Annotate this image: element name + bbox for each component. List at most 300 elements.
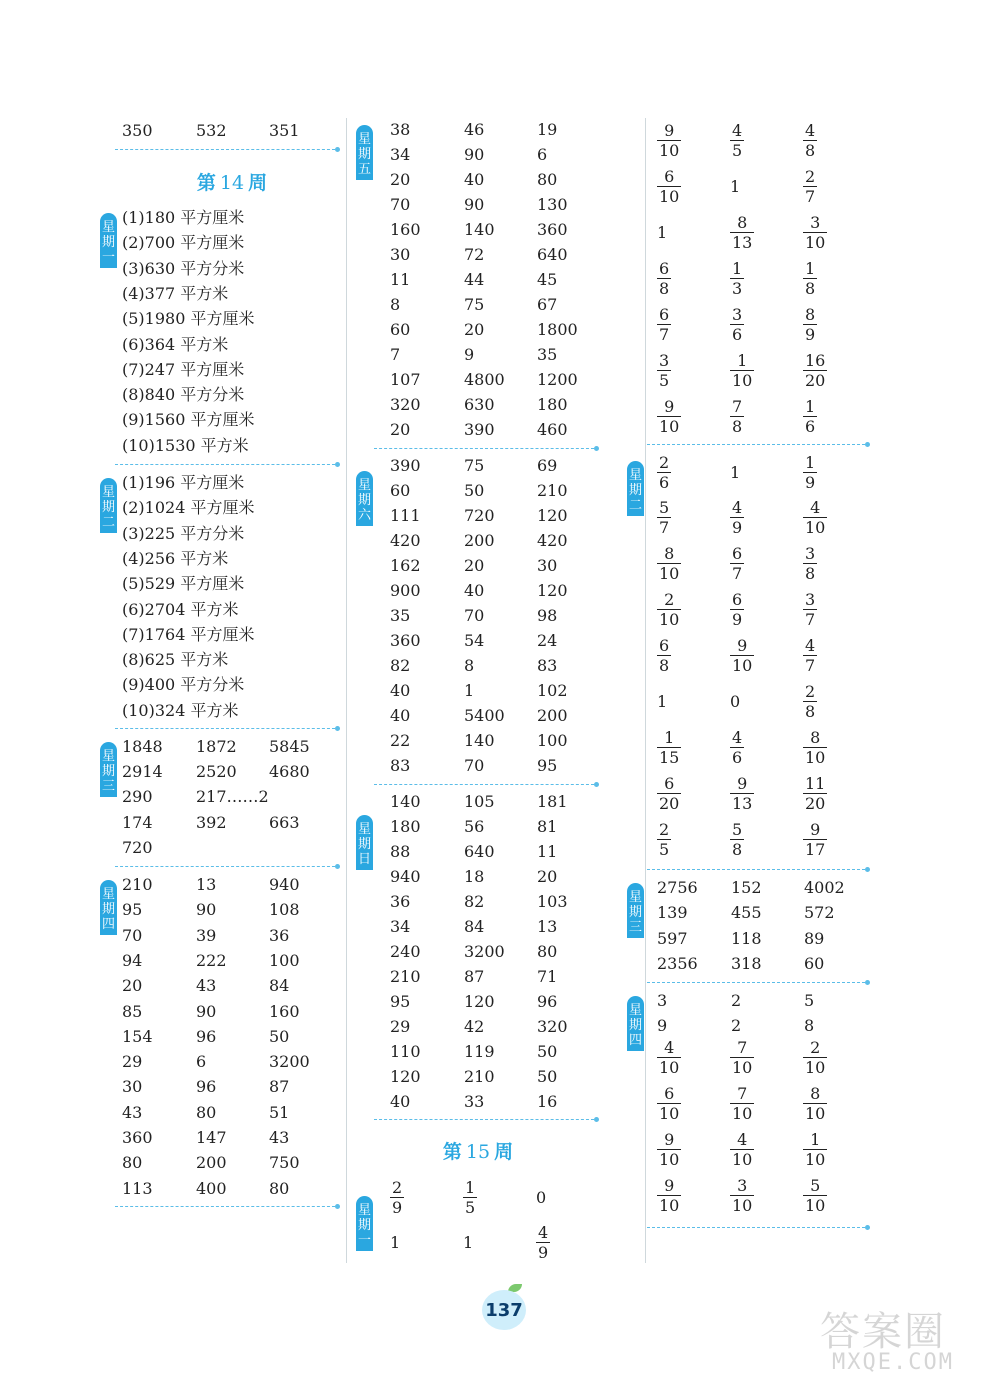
answer-cell: 318 [731, 953, 762, 973]
answer-cell: 71 [537, 967, 558, 986]
answer-cell: 69 [537, 456, 558, 475]
denominator: 10 [805, 232, 826, 252]
numerator: 9 [657, 1130, 681, 1150]
answer-cell: 18 [464, 867, 485, 886]
answer-cell: 152 [731, 878, 762, 897]
answer-cell: 217……2 [196, 787, 269, 807]
answer-cell: 94 [122, 950, 143, 970]
denominator: 10 [659, 140, 680, 160]
answer-cell: 102 [537, 681, 568, 700]
denominator: 6 [732, 747, 743, 767]
answer-cell: 50 [269, 1026, 290, 1046]
answer-cell: 9 [657, 1016, 668, 1035]
answer-cell [803, 449, 817, 495]
answer-cell [730, 117, 744, 163]
denominator: 8 [805, 140, 816, 160]
answer-cell: 75 [464, 456, 485, 475]
answer-text: (7)247 平方厘米 [122, 359, 245, 379]
answer-cell: 45 [537, 270, 558, 289]
answer-cell [803, 1034, 827, 1080]
table-row [122, 973, 340, 998]
divider [115, 464, 335, 465]
answer-cell: 6 [196, 1052, 207, 1072]
answer-cell: 67 [537, 295, 558, 314]
answer-cell: 96 [537, 992, 558, 1011]
answer-cell: 640 [464, 842, 495, 861]
table-row [657, 816, 870, 862]
table-row [122, 872, 340, 897]
answer-cell: 360 [390, 631, 421, 650]
answer-text: (8)625 平方米 [122, 650, 229, 670]
answer-cell: 100 [269, 950, 300, 970]
denominator: 7 [805, 610, 816, 630]
answer-cell: 119 [464, 1042, 495, 1061]
numerator: 1 [805, 452, 816, 472]
answer-text: (2)700 平方厘米 [122, 233, 245, 253]
fraction [657, 351, 671, 390]
numerator: 1 [803, 1130, 827, 1150]
denominator: 10 [659, 564, 680, 584]
answer-cell: 1200 [537, 370, 578, 389]
answer-cell: 181 [537, 792, 568, 811]
answer-text: (5)529 平方厘米 [122, 574, 245, 594]
answer-cell: 5845 [269, 737, 310, 756]
answer-cell: 43 [122, 1102, 143, 1122]
list-item [122, 332, 340, 357]
answer-cell [657, 393, 681, 439]
table-row [657, 770, 870, 816]
fraction [730, 498, 744, 537]
answer-cell: 40 [464, 581, 485, 600]
divider [115, 149, 335, 150]
denominator: 5 [659, 839, 670, 859]
answer-cell: 900 [390, 581, 421, 600]
fraction [730, 121, 744, 160]
fraction [803, 1038, 827, 1077]
answer-text: (1)180 平方厘米 [122, 208, 245, 227]
answer-cell: 39 [196, 925, 217, 945]
table-row [390, 242, 600, 267]
denominator: 10 [659, 416, 680, 436]
answer-cell: 320 [390, 395, 421, 414]
answer-cell [657, 679, 667, 725]
answer-cell: 87 [269, 1077, 290, 1097]
fraction [803, 544, 817, 583]
answer-cell: 90 [196, 900, 217, 920]
table-row [390, 217, 600, 242]
fraction [657, 636, 671, 675]
answer-cell: 222 [196, 950, 227, 970]
answer-cell: 103 [537, 892, 568, 911]
fraction [657, 1176, 681, 1215]
fraction [803, 121, 817, 160]
denominator: 5 [732, 140, 743, 160]
table-row [122, 118, 340, 143]
table-row [122, 810, 340, 835]
answer-cell [730, 255, 744, 301]
answer-cell [463, 1174, 477, 1220]
answer-cell: 200 [464, 531, 495, 550]
answer-cell: 4800 [464, 370, 505, 389]
answer-cell [803, 587, 817, 633]
table-row [390, 1064, 600, 1089]
answer-cell [657, 1126, 681, 1172]
answer-cell: 360 [122, 1128, 153, 1147]
table-row [122, 999, 340, 1024]
fraction [657, 397, 681, 436]
list-item [122, 382, 340, 407]
table-row [390, 453, 600, 478]
denominator: 20 [659, 793, 680, 813]
numerator: 8 [803, 1084, 827, 1104]
fraction [803, 590, 817, 629]
answer-cell: 200 [537, 706, 568, 725]
denominator: 10 [805, 1103, 826, 1123]
fraction [803, 305, 817, 344]
table-row [390, 342, 600, 367]
fraction [657, 590, 681, 629]
answer-cell: 29 [390, 1017, 411, 1036]
numerator: 8 [730, 213, 754, 233]
answer-cell: 80 [269, 1178, 290, 1198]
watermark [820, 1300, 990, 1380]
fraction [730, 1176, 754, 1215]
list-item [122, 470, 340, 495]
divider [115, 1206, 335, 1207]
answer-cell: 80 [537, 170, 558, 189]
answer-cell [463, 1219, 473, 1265]
table-row [122, 923, 340, 948]
answer-cell: 6 [537, 145, 548, 164]
answer-cell: 60 [804, 953, 825, 973]
fraction [803, 682, 817, 721]
numerator: 11 [805, 773, 826, 793]
answer-cell: 120 [464, 992, 495, 1011]
table-row [390, 864, 600, 889]
answer-cell: 20 [390, 170, 411, 189]
table-row [122, 1100, 340, 1125]
answer-cell: 532 [196, 121, 227, 140]
numerator: 7 [730, 1084, 754, 1104]
answer-cell: 40 [464, 170, 485, 189]
table-row [657, 1080, 870, 1126]
answer-cell: 240 [390, 942, 421, 961]
fraction [657, 167, 681, 206]
numerator: 2 [805, 682, 816, 701]
numerator: 1 [657, 728, 681, 748]
denominator: 9 [732, 518, 743, 538]
answer-cell [730, 633, 754, 679]
answer-text: (2)1024 平方厘米 [122, 498, 255, 518]
answer-cell [730, 1126, 754, 1172]
answer-cell [803, 347, 827, 393]
day-label-monday: 星期一 [100, 213, 117, 268]
answer-value: 0 [730, 692, 741, 711]
answer-text: (8)840 平方分米 [122, 385, 245, 405]
denominator: 20 [805, 793, 826, 813]
table-row [390, 117, 600, 142]
table-row [390, 889, 600, 914]
numerator: 4 [803, 498, 827, 518]
denominator: 3 [732, 278, 743, 298]
answer-cell [657, 347, 671, 393]
answer-text: (6)364 平方米 [122, 334, 229, 354]
divider [647, 444, 865, 445]
answer-cell [657, 1080, 681, 1126]
numerator: 1 [465, 1177, 476, 1197]
numerator: 2 [805, 166, 816, 186]
table-row [657, 255, 870, 301]
numerator: 6 [732, 590, 743, 610]
answer-cell [730, 209, 754, 255]
answer-cell [803, 1080, 827, 1126]
numerator: 2 [657, 590, 681, 610]
answer-cell: 43 [269, 1128, 290, 1147]
denominator: 5 [659, 370, 670, 390]
table-row [657, 633, 870, 679]
answer-cell: 87 [464, 967, 485, 986]
table-row [390, 478, 600, 503]
table-row [122, 1176, 340, 1201]
answer-cell [657, 1034, 681, 1080]
numerator: 1 [805, 396, 816, 416]
numerator: 4 [730, 1130, 754, 1150]
answer-cell: 420 [390, 531, 421, 550]
table-row [390, 292, 600, 317]
numerator: 6 [659, 304, 670, 324]
answer-cell: 60 [390, 320, 411, 339]
answer-cell: 20 [390, 420, 411, 439]
table-row [390, 789, 600, 814]
numerator: 3 [730, 1176, 754, 1196]
numerator: 3 [732, 304, 743, 324]
answer-cell: 50 [537, 1067, 558, 1086]
answer-cell: 100 [537, 731, 568, 750]
answer-cell: 51 [269, 1102, 290, 1122]
table-row [390, 417, 600, 442]
list-item [122, 306, 340, 331]
numerator: 2 [803, 1038, 827, 1058]
answer-cell [730, 301, 744, 347]
denominator: 15 [659, 747, 680, 767]
denominator: 10 [659, 1149, 680, 1169]
day-label-wednesday: 星期三 [100, 742, 117, 797]
week-14-title: 第 14 周 [196, 172, 268, 194]
fraction [657, 1038, 681, 1077]
divider [647, 869, 865, 870]
answer-cell [657, 1172, 681, 1218]
answer-value: 1 [390, 1232, 401, 1252]
day-label-thursday: 星期四 [627, 996, 644, 1051]
denominator: 7 [732, 564, 743, 584]
answer-cell: 42 [464, 1017, 485, 1036]
answer-cell: 20 [122, 976, 143, 996]
answer-cell [803, 724, 827, 770]
numerator: 3 [659, 350, 670, 370]
denominator: 8 [732, 416, 743, 436]
answer-cell: 38 [390, 120, 411, 139]
column-divider-2 [645, 118, 646, 1263]
answer-cell: 36 [269, 925, 290, 945]
numerator: 3 [805, 590, 816, 610]
denominator: 10 [732, 1103, 753, 1123]
numerator: 4 [538, 1222, 549, 1242]
answer-cell: 140 [464, 731, 495, 750]
fraction [657, 544, 681, 583]
answer-cell [657, 633, 671, 679]
table-row [390, 578, 600, 603]
table-row [390, 839, 600, 864]
answer-cell: 46 [464, 120, 485, 139]
day-label-thursday: 星期四 [100, 880, 117, 935]
denominator: 8 [659, 278, 670, 298]
day-label-saturday: 星期六 [356, 471, 373, 526]
answer-cell: 84 [269, 976, 290, 996]
list-item [122, 622, 340, 647]
numerator: 4 [732, 498, 743, 518]
answer-cell [657, 209, 667, 255]
answer-cell: 420 [537, 531, 568, 550]
answer-cell: 95 [390, 992, 411, 1011]
fraction [803, 259, 817, 298]
list-item [122, 647, 340, 672]
answer-cell [803, 495, 827, 541]
answer-cell: 120 [537, 581, 568, 600]
answer-value: 1 [657, 222, 668, 242]
fraction [803, 498, 827, 537]
answer-cell: 572 [804, 903, 835, 923]
fraction [803, 351, 827, 390]
answer-cell: 3 [657, 991, 668, 1010]
table-row [390, 703, 600, 728]
table-row [390, 753, 600, 778]
answer-cell [803, 679, 817, 725]
answer-cell: 83 [537, 656, 558, 675]
answer-cell: 30 [122, 1077, 143, 1097]
answer-cell: 180 [390, 817, 421, 836]
numerator: 5 [732, 819, 743, 839]
answer-cell [730, 449, 740, 495]
denominator: 6 [732, 324, 743, 344]
answer-cell: 108 [269, 900, 300, 920]
divider [647, 1227, 865, 1228]
fraction [803, 397, 817, 436]
answer-cell: 2520 [196, 762, 237, 782]
answer-cell: 120 [537, 506, 568, 525]
fraction [657, 121, 681, 160]
answer-cell: 96 [196, 1026, 217, 1046]
answer-cell: 80 [537, 942, 558, 961]
answer-cell [730, 587, 744, 633]
answer-value: 1 [730, 176, 741, 196]
table-row [122, 948, 340, 973]
numerator: 4 [805, 120, 816, 140]
answer-cell: 30 [537, 556, 558, 575]
fraction [803, 774, 827, 813]
table-row [390, 914, 600, 939]
denominator: 8 [732, 839, 743, 859]
column-divider-1 [346, 118, 347, 1263]
numerator: 8 [805, 304, 816, 324]
numerator: 9 [730, 636, 754, 656]
table-row [122, 784, 340, 809]
answer-cell: 113 [122, 1178, 153, 1198]
denominator: 9 [805, 324, 816, 344]
denominator: 10 [659, 1103, 680, 1123]
fraction [730, 544, 744, 583]
table-row [657, 117, 870, 163]
fraction [730, 774, 754, 813]
answer-cell: 4680 [269, 762, 310, 782]
numerator: 3 [803, 213, 827, 233]
answer-cell: 663 [269, 812, 300, 832]
answer-cell: 88 [390, 842, 411, 861]
answer-text: (3)630 平方分米 [122, 258, 245, 278]
numerator: 8 [657, 544, 681, 564]
table-row [657, 587, 870, 633]
answer-cell: 35 [537, 345, 558, 364]
fraction [730, 351, 754, 390]
answer-cell: 2914 [122, 762, 163, 782]
answer-cell: 40 [390, 706, 411, 725]
fraction [730, 397, 744, 436]
table-row [657, 495, 870, 541]
list-item [122, 571, 340, 596]
answer-cell: 1 [464, 681, 475, 700]
answer-cell: 82 [464, 892, 485, 911]
answer-cell: 180 [537, 395, 568, 414]
answer-cell: 80 [122, 1153, 143, 1173]
answer-text: (5)1980 平方厘米 [122, 309, 255, 329]
day-label-friday: 星期五 [356, 125, 373, 180]
fraction [803, 1084, 827, 1123]
answer-cell: 390 [390, 456, 421, 475]
table-row [390, 728, 600, 753]
day-label-wednesday: 星期三 [627, 883, 644, 938]
answer-cell: 96 [196, 1077, 217, 1097]
numerator: 9 [657, 121, 681, 141]
answer-cell [657, 449, 671, 495]
watermark-text: 答案圈 [820, 1309, 946, 1355]
answer-cell [657, 816, 671, 862]
answer-cell: 3200 [464, 942, 505, 961]
numerator: 4 [657, 1038, 681, 1058]
answer-cell [803, 1172, 827, 1218]
list-item [122, 205, 340, 230]
divider [374, 448, 594, 449]
answer-cell [657, 770, 681, 816]
answer-cell: 11 [537, 842, 558, 861]
answer-cell: 90 [464, 195, 485, 214]
answer-cell: 2 [731, 1016, 742, 1035]
numerator: 9 [803, 820, 827, 840]
answer-cell [657, 724, 681, 770]
list-item [122, 672, 340, 697]
answer-cell: 50 [464, 481, 485, 500]
denominator: 10 [805, 1195, 826, 1215]
answer-cell: 160 [269, 1001, 300, 1021]
table-row [657, 875, 870, 900]
table-row [390, 964, 600, 989]
table-row [390, 553, 600, 578]
answer-cell: 400 [196, 1178, 227, 1198]
denominator: 10 [732, 1149, 753, 1169]
answer-cell: 89 [804, 928, 825, 948]
numerator: 6 [657, 774, 681, 794]
answer-cell: 95 [122, 900, 143, 920]
denominator: 9 [732, 610, 743, 630]
fraction [730, 1038, 754, 1077]
